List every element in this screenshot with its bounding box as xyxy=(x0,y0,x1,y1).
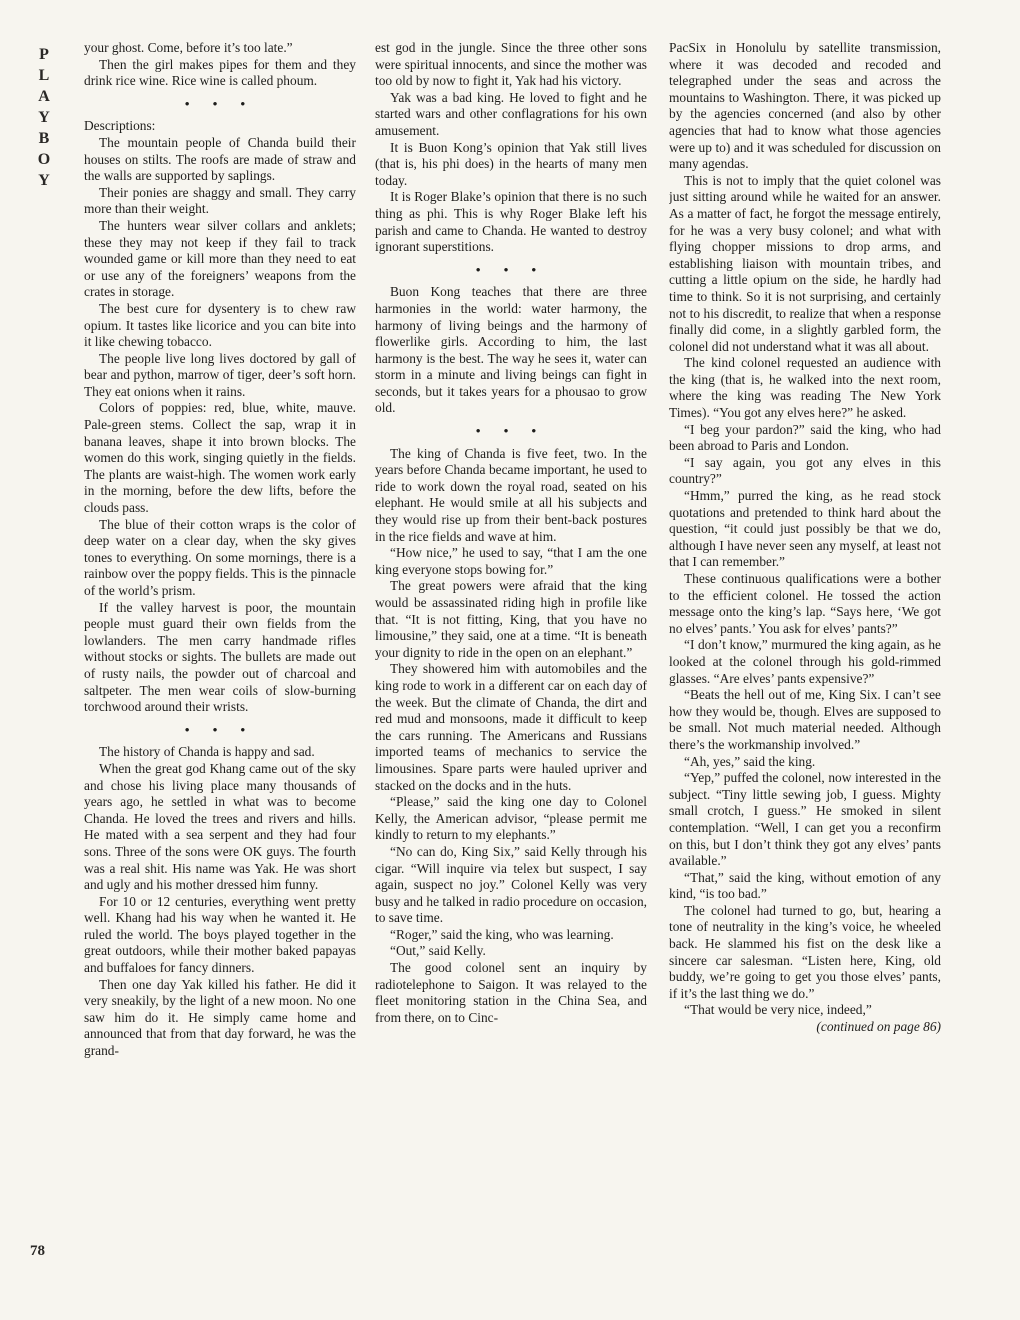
paragraph: “I beg your pardon?” said the king, who had been abroad to Paris and London. xyxy=(669,421,941,454)
paragraph: your ghost. Come, before it’s too late.” xyxy=(84,40,293,55)
paragraph: These continuous qualifications were a bother to the efficient colonel. He tossed the action message onto the king’s lap. “Says here, ‘We got no elves’ pants.’ You ask for elves’ pants?” xyxy=(669,571,941,636)
paragraph: The colonel had turned to go, but, hearing a tone of neutrality in the king’s voice, he wheeled back. He slammed his fist on the desk like a sincere car salesman. “Listen here, King, old buddy, we’re going to get you those elves’ pants, if it’s the last thing we do.” xyxy=(669,902,941,1001)
paragraph: Descriptions: xyxy=(84,118,156,134)
paragraph: The king of Chanda is five feet, two. In the years before Chanda became important, he used to ride to work down the royal road, seated on his elephant. He would smile at all his subjects and they would rise up from their bent-back postures in the rice fields and wave at him. xyxy=(375,445,647,544)
paragraph: The kind colonel requested an audience with the king (that is, he walked into the next room, where the king was reading The New York Times). “You got any elves here?” he asked. xyxy=(669,355,941,421)
paragraph: The good colonel sent an inquiry by radiotelephone to Saigon. It was relayed to the fleet monitoring station in the China Sea, and from there, on to Cinc- xyxy=(375,960,647,1025)
paragraph: The great powers were afraid that the king would be assassinated riding high in profile like that. “It is not fitting, King, that you have no limousine,” they said, one at a time. “It is beneath your dignity to ride in the open on an elephant.” xyxy=(375,578,647,660)
paragraph: “Beats the hell out of me, King Six. I can’t see how they would be, though. Elves are supposed to be small. Not much material needed. Although there’s the workmanship involved.” xyxy=(669,687,941,752)
paragraph: “Please,” said the king one day to Colonel Kelly, the American advisor, “please permit me kindly to return to my elephants.” xyxy=(375,794,647,843)
magazine-label-letter: Y xyxy=(38,172,50,189)
continued-note: (continued on page 86) xyxy=(816,1019,941,1035)
paragraph: For 10 or 12 centuries, everything went pretty well. Khang had his way when he wanted it. He ruled the world. The boys played together in the great outdoors, while their mother baked papayas and buffaloes for fancy dinners. xyxy=(84,893,356,976)
paragraph: “That,” said the king, without emotion of any kind, “is too bad.” xyxy=(669,869,941,902)
magazine-label-letter: O xyxy=(37,151,51,168)
paragraph: “Hmm,” purred the king, as he read stock quotations and pretended to think hard about the question, “it could just possibly be that we do, although I have never seen any myself, at least not that I can remember.” xyxy=(669,488,941,570)
paragraph: Their ponies are shaggy and small. They carry more than their weight. xyxy=(84,184,356,217)
paragraph: The best cure for dysentery is to chew raw opium. It tastes like licorice and you can bite into it like chewing tobacco. xyxy=(84,300,356,350)
paragraph: Then one day Yak killed his father. He did it very sneakily, by the light of a new moon. No one saw him do it. He simply came home and announced that from that day forward, he was the grand- xyxy=(84,976,356,1059)
text-column-2 xyxy=(375,40,647,1276)
paragraph: “I don’t know,” murmured the king again, as he looked at the colonel through his gold-rimmed glasses. “Are elves’ pants expensive?” xyxy=(669,637,941,686)
paragraph: They showered him with automobiles and the king rode to work in a different car on each day of the week. But the climate of Chanda, the dirt and red mud and monsoons, made it difficult to keep the cars running. The Americans and Russians imported teams of mechanics to service the limousines. Spare parts were hauled upriver and stacked on the docks and in the huts. xyxy=(375,661,647,793)
paragraph: The mountain people of Chanda build their houses on stilts. The roofs are made of straw and the walls are supported by saplings. xyxy=(84,134,356,184)
paragraph: est god in the jungle. Since the three other sons were spiritual innocents, and since the mother was too old by now to fight it, Yak had his victory. xyxy=(375,40,647,89)
magazine-label-letter: Y xyxy=(38,109,50,126)
paragraph: “Yep,” puffed the colonel, now interested in the subject. “Tiny little sewing job, I guess. Mighty small crotch, I guess.” He smoked in silent contemplation. “Well, I can get you a reconfirm on this, but I don’t think they got any elves’ pants available.” xyxy=(669,770,941,869)
section-break-dots: • • • xyxy=(184,95,256,111)
paragraph: It is Roger Blake’s opinion that there is no such thing as phi. This is why Roger Blake left his parish and came to Chanda. He wanted to destroy ignorant superstitions. xyxy=(375,189,647,255)
text-column-3 xyxy=(669,40,941,1276)
paragraph: The people live long lives doctored by gall of bear and python, marrow of tiger, deer’s soft horn. They eat onions when it rains. xyxy=(84,350,356,399)
paragraph: “How nice,” he used to say, “that I am the one king everyone stops bowing for.” xyxy=(375,545,647,577)
paragraph: Colors of poppies: red, blue, white, mauve. Pale-green stems. Collect the sap, wrap it in banana leaves, shape it into brown blocks. The women do this work, singing quietly in the fields. The plants are waist-high. The women work early in the morning, before the dew lifts, before the clouds pass. xyxy=(84,400,356,516)
section-break-dots: • • • xyxy=(184,721,256,737)
paragraph: “Ah, yes,” said the king. xyxy=(684,753,816,769)
paragraph: “No can do, King Six,” said Kelly through his cigar. “Will inquire via telex but suspect, I say again, suspect no joy.” Colonel Kelly was very busy and he talked in radio procedure on occasion, to save time. xyxy=(375,843,647,926)
paragraph: It is Buon Kong’s opinion that Yak still lives (that is, his phi does) in the hearts of many men today. xyxy=(375,139,647,188)
paragraph: The history of Chanda is happy and sad. xyxy=(99,744,315,760)
magazine-name-vertical xyxy=(30,44,58,191)
section-break-dots: • • • xyxy=(475,261,547,277)
paragraph: This is not to imply that the quiet colonel was just sitting around while he waited for an answer. As a matter of fact, he forgot the message entirely, for he was a very busy colonel; and what with flying chopper missions to drop arms, and establishing liaison with mountain tribes, and cutting a little opium on the side, he hardly had time to think. So it is not surprising, and certainly not to his discredit, to realize that when a response finally did come, in a slightly garbled form, the colonel did not understand what it was all about. xyxy=(669,172,941,354)
paragraph: The blue of their cotton wraps is the color of deep water on a clear day, when the sky gives tones to everything. On some mornings, there is a rainbow over the poppy fields. This is the pinnacle of the world’s prism. xyxy=(84,516,356,598)
paragraph: “That would be very nice, indeed,” xyxy=(684,1002,872,1018)
paragraph: PacSix in Honolulu by satellite transmission, where it was decoded and recoded and telegraphed under the seas and across the mountains to Washington. There, it was picked up by the agencies concerned (and also by other agencies that had to know what those agencies were up to) and it was scheduled for discussion on many agendas. xyxy=(669,40,941,172)
paragraph: “Out,” said Kelly. xyxy=(390,943,486,959)
paragraph: Yak was a bad king. He loved to fight and he started wars and other conflagrations for his own amusement. xyxy=(375,89,647,138)
paragraph: The hunters wear silver collars and anklets; these they may not keep if they fail to track wounded game or kill more than they need to eat or use any of the foreigners’ weapons from the crates in storage. xyxy=(84,217,356,300)
text-column-1 xyxy=(84,40,356,1276)
paragraph: Buon Kong teaches that there are three harmonies in the world: water harmony, the harmony of living beings and the harmony of flowerlike girls. According to him, the last harmony is the best. The way he sees it, water can storm in a minute and living beings can fight in seconds, but it takes years for a phousao to grow old. xyxy=(375,284,647,416)
page-number: 78 xyxy=(30,1243,45,1259)
section-break-dots: • • • xyxy=(475,423,547,439)
paragraph: When the great god Khang came out of the sky and chose his living place many thousands of years ago, he settled in what was to become Chanda. He loved the trees and rivers and hills. He mated with a sea serpent and they had four sons. Three of the sons were OK guys. The fourth was a real shit. His name was Yak. He was short and ugly and his mother dressed him funny. xyxy=(84,760,356,893)
paragraph: “I say again, you got any elves in this country?” xyxy=(669,454,941,487)
paragraph: If the valley harvest is poor, the mountain people must guard their own fields from the lowlanders. The men carry handmade rifles without stocks or sights. The bullets are made out of rusty nails, the powder out of charcoal and saltpeter. The men wear coils of slow-burning torchwood around their wrists. xyxy=(84,599,356,715)
magazine-label-letter: L xyxy=(38,67,50,84)
magazine-label-letter: B xyxy=(38,130,50,147)
magazine-label-letter: A xyxy=(38,88,50,105)
paragraph: “Roger,” said the king, who was learning. xyxy=(390,926,614,942)
magazine-label-letter: P xyxy=(39,46,49,63)
paragraph: Then the girl makes pipes for them and they drink rice wine. Rice wine is called phoum. xyxy=(84,56,356,89)
